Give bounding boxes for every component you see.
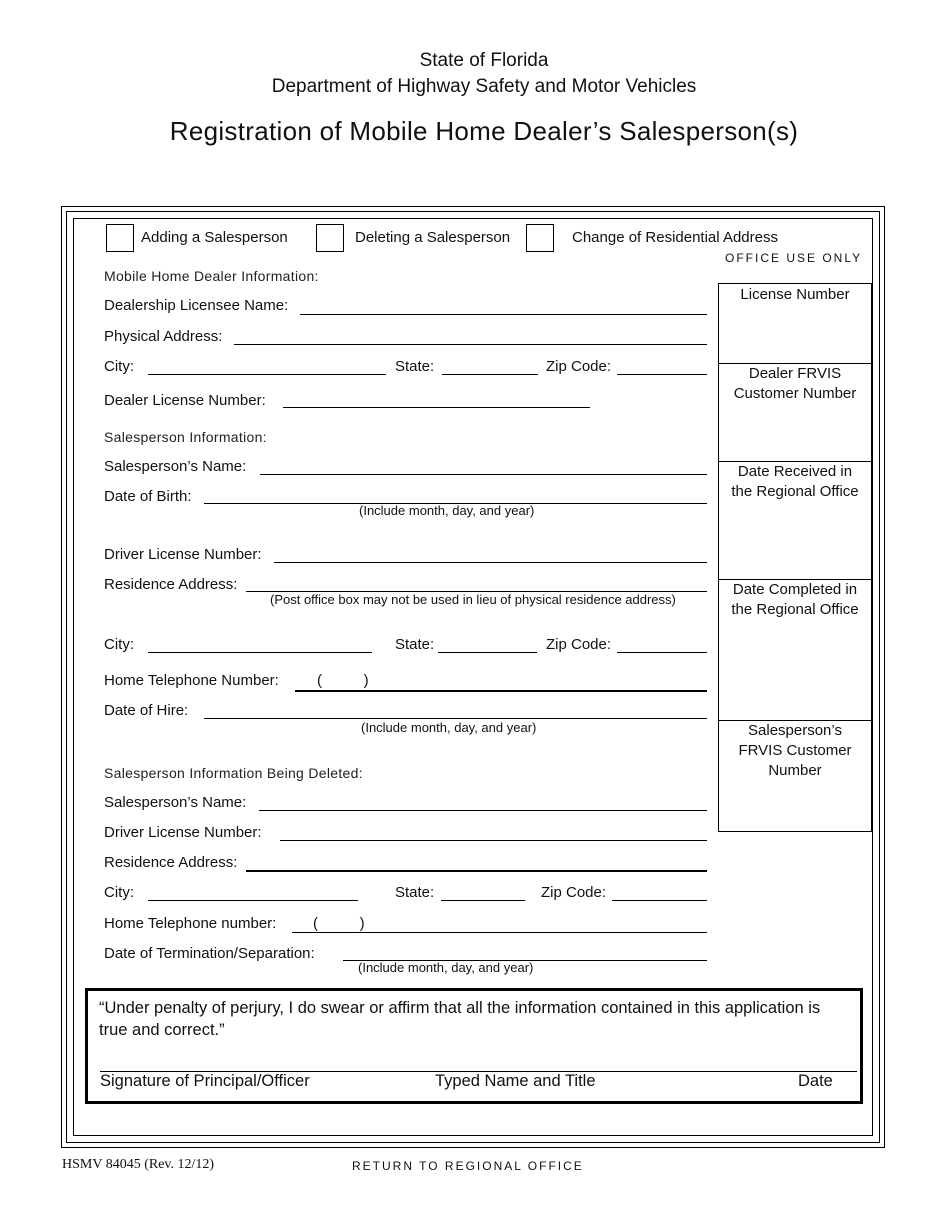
date-of-hire-note: (Include month, day, and year) [361, 720, 537, 735]
physical-address-label: Physical Address: [104, 328, 223, 345]
change-address-checkbox[interactable] [526, 224, 554, 252]
date-of-hire-field[interactable] [204, 718, 707, 719]
termination-date-note: (Include month, day, and year) [358, 960, 534, 975]
deleted-zip-field[interactable] [612, 900, 707, 901]
form-number: HSMV 84045 (Rev. 12/12) [62, 1157, 215, 1172]
return-to-regional-office: RETURN TO REGIONAL OFFICE [352, 1159, 584, 1173]
dealer-license-number-label: Dealer License Number: [104, 392, 266, 409]
salesperson-zip-field[interactable] [617, 652, 707, 653]
deleted-city-field[interactable] [148, 900, 358, 901]
home-telephone-field[interactable] [295, 690, 707, 692]
dealer-zip-field[interactable] [617, 374, 707, 375]
oath-box [85, 988, 863, 1104]
salesperson-name-field[interactable] [260, 474, 707, 475]
signature-label: Signature of Principal/Officer [100, 1072, 310, 1090]
date-of-birth-label: Date of Birth: [104, 488, 192, 505]
dealer-zip-label: Zip Code: [546, 358, 612, 375]
adding-salesperson-label: Adding a Salesperson [141, 229, 288, 246]
oath-statement: “Under penalty of perjury, I do swear or affirm that all the information contained in this application is true and correct.” [99, 999, 821, 1039]
date-of-birth-note: (Include month, day, and year) [359, 503, 535, 518]
residence-address-note: (Post office box may not be used in lieu of physical residence address) [270, 592, 676, 607]
dealer-state-field[interactable] [442, 374, 538, 375]
deleting-salesperson-checkbox[interactable] [316, 224, 344, 252]
deleted-state-label: State: [395, 884, 435, 901]
dealer-city-label: City: [104, 358, 134, 375]
deleted-home-telephone-field[interactable] [292, 932, 707, 933]
office-use-heading: OFFICE USE ONLY [725, 251, 863, 265]
salesperson-city-field[interactable] [148, 652, 372, 653]
deleted-zip-label: Zip Code: [541, 884, 607, 901]
dealership-licensee-name-field[interactable] [300, 314, 707, 315]
adding-salesperson-checkbox[interactable] [106, 224, 134, 252]
deleted-section-heading: Salesperson Information Being Deleted: [104, 765, 363, 781]
salesperson-city-label: City: [104, 636, 134, 653]
dealer-license-number-field[interactable] [283, 407, 590, 408]
deleted-home-telephone-label: Home Telephone number: [104, 915, 277, 932]
dealership-licensee-name-label: Dealership Licensee Name: [104, 297, 289, 314]
residence-address-label: Residence Address: [104, 576, 238, 593]
office-cell-date-completed: Date Completed in the Regional Office [719, 580, 871, 721]
change-address-label: Change of Residential Address [572, 229, 778, 246]
driver-license-label: Driver License Number: [104, 546, 262, 563]
termination-date-label: Date of Termination/Separation: [104, 945, 315, 962]
office-cell-date-received: Date Received in the Regional Office [719, 462, 871, 580]
salesperson-section-heading: Salesperson Information: [104, 429, 267, 445]
date-of-hire-label: Date of Hire: [104, 702, 189, 719]
deleted-city-label: City: [104, 884, 134, 901]
deleted-driver-license-field[interactable] [280, 840, 707, 841]
deleted-name-field[interactable] [259, 810, 707, 811]
office-cell-license-number: License Number [719, 284, 871, 364]
driver-license-field[interactable] [274, 562, 707, 563]
office-cell-salesperson-frvis: Salesperson’s FRVIS Customer Number [738, 722, 852, 779]
header-state: State of Florida [419, 50, 549, 71]
deleted-home-telephone-parens: ( ) [313, 915, 365, 932]
dealer-state-label: State: [395, 358, 435, 375]
deleted-residence-field[interactable] [246, 870, 707, 872]
office-use-column [718, 283, 872, 832]
salesperson-zip-label: Zip Code: [546, 636, 612, 653]
dealer-section-heading: Mobile Home Dealer Information: [104, 268, 319, 284]
date-label: Date [798, 1072, 833, 1090]
salesperson-state-label: State: [395, 636, 435, 653]
typed-name-title-label: Typed Name and Title [435, 1072, 596, 1090]
deleted-state-field[interactable] [441, 900, 525, 901]
deleted-residence-label: Residence Address: [104, 854, 238, 871]
home-telephone-label: Home Telephone Number: [104, 672, 279, 689]
office-cell-dealer-frvis: Dealer FRVIS Customer Number [719, 364, 871, 462]
header-department: Department of Highway Safety and Motor Vehicles [271, 76, 697, 97]
deleted-driver-license-label: Driver License Number: [104, 824, 262, 841]
salesperson-state-field[interactable] [438, 652, 537, 653]
deleted-name-label: Salesperson’s Name: [104, 794, 247, 811]
page-title: Registration of Mobile Home Dealer’s Salesperson(s) [169, 116, 799, 146]
physical-address-field[interactable] [234, 344, 707, 345]
dealer-city-field[interactable] [148, 374, 386, 375]
deleting-salesperson-label: Deleting a Salesperson [355, 229, 511, 246]
salesperson-name-label: Salesperson’s Name: [104, 458, 247, 475]
home-telephone-parens: ( ) [317, 672, 369, 689]
